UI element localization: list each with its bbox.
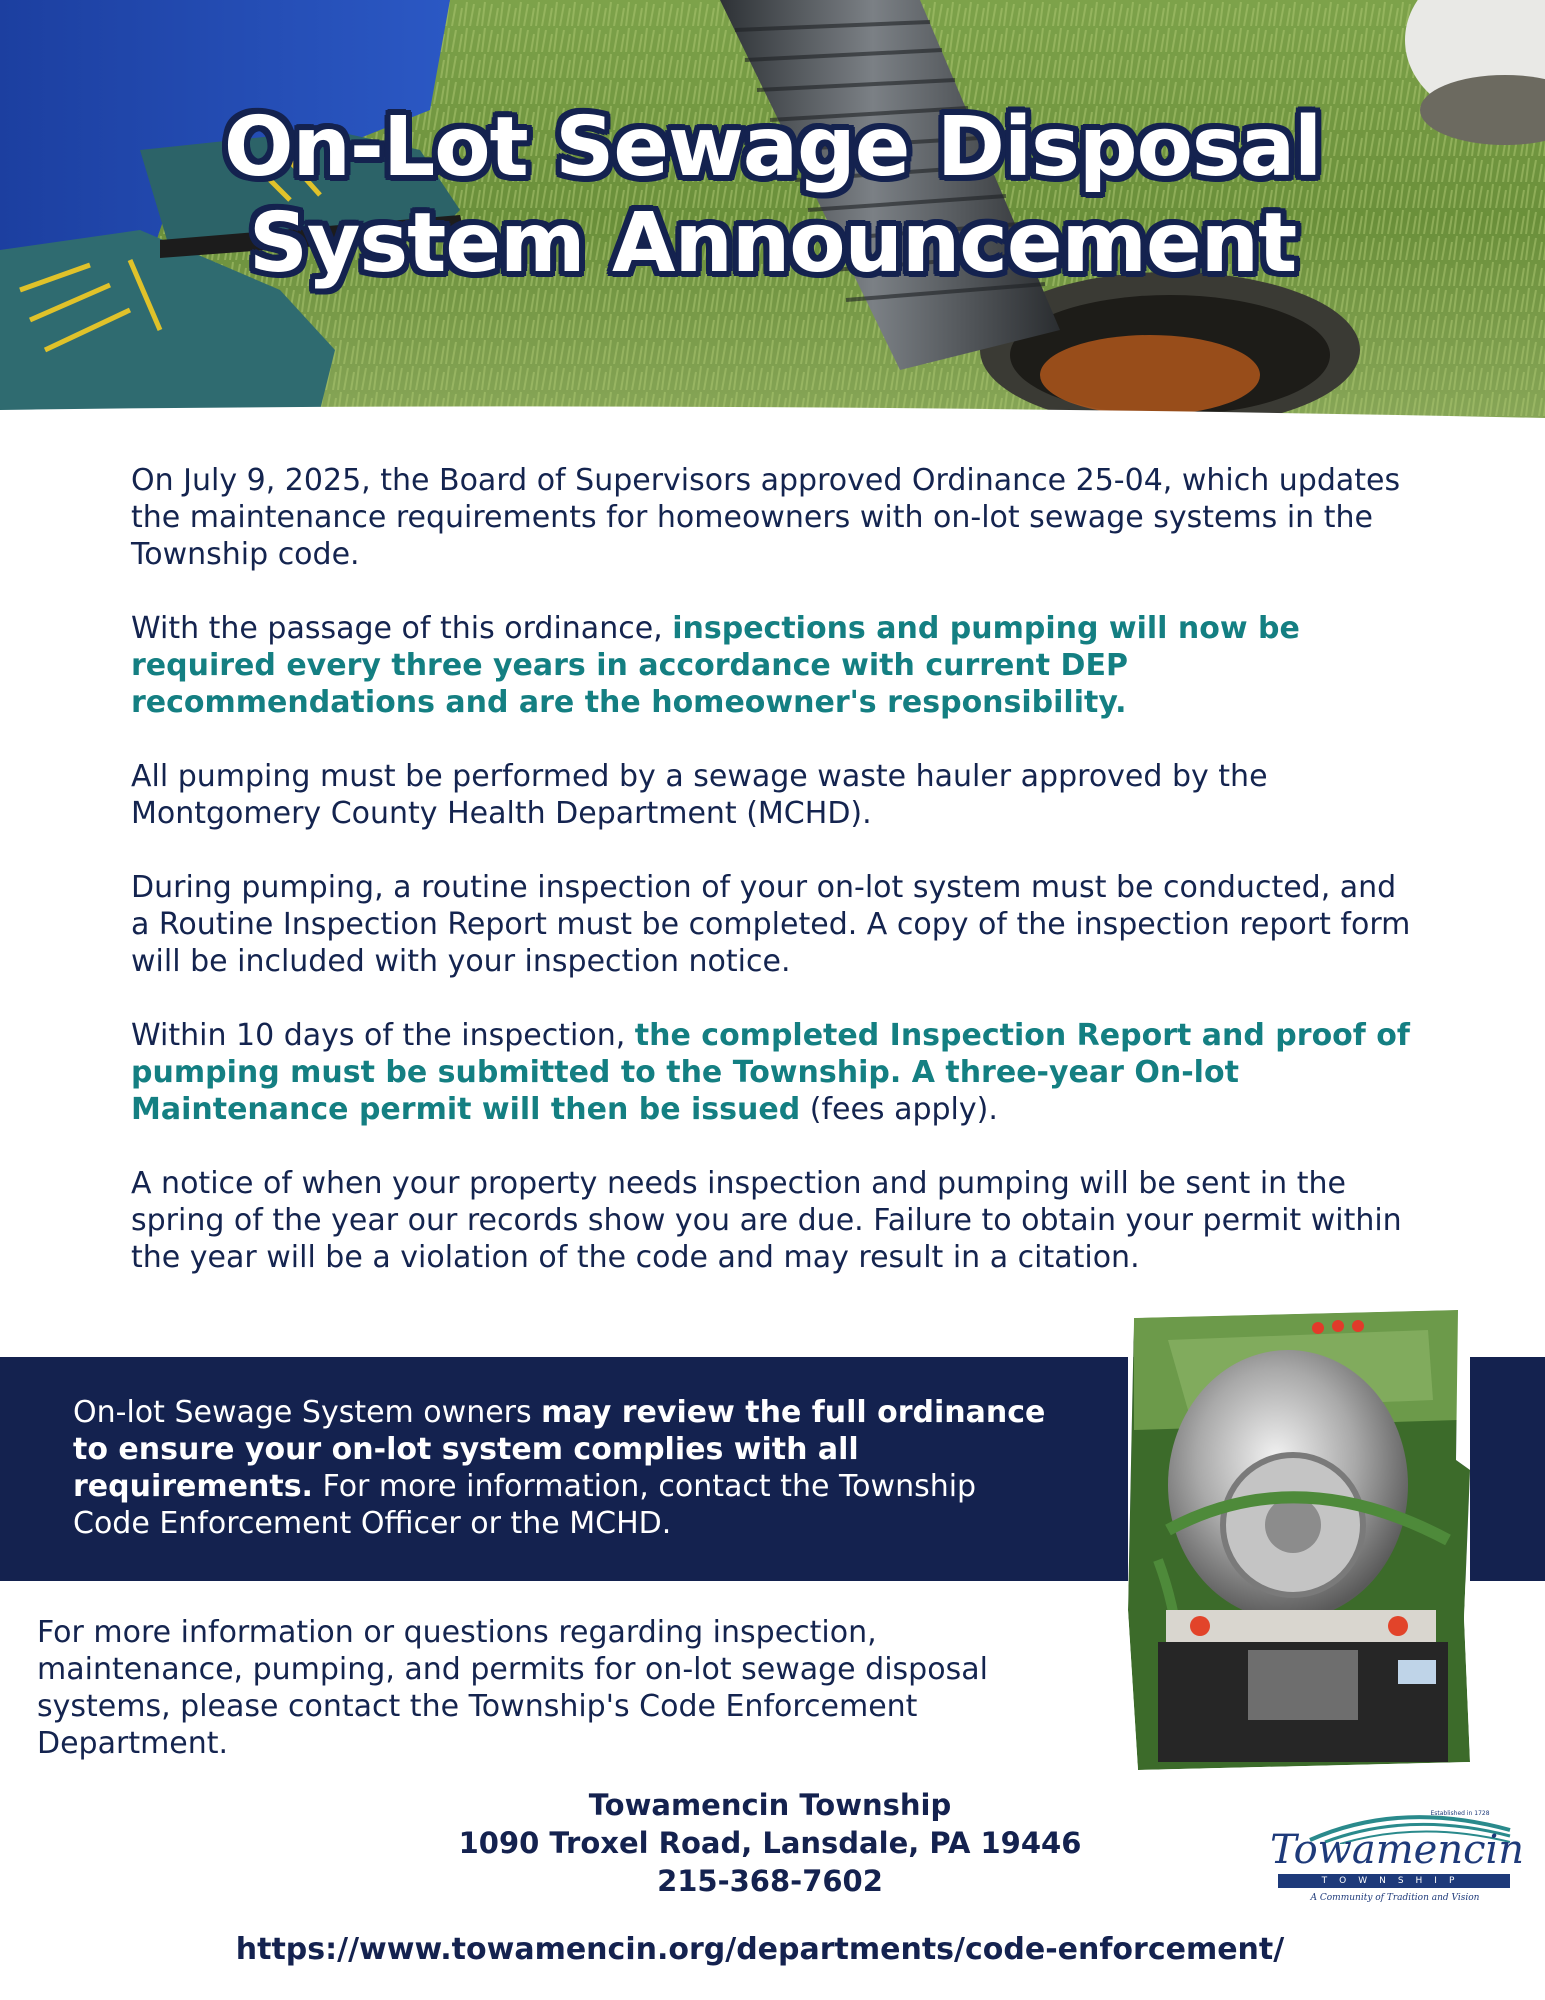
logo-tagline: A Community of Tradition and Vision [1310, 1893, 1480, 1903]
paragraph-inspection: During pumping, a routine inspection of your on-lot system must be conducted, and a Routine Inspection Report must be completed. A copy of the inspection report form will be included with your inspection notice. [131, 870, 1411, 979]
submission-tail: (fees apply). [800, 1092, 998, 1127]
logo-established: Established in 1728 [1430, 1810, 1490, 1817]
band-tail: For more information, contact the Township Code Enforcement Officer or the MCHD. [73, 1469, 977, 1541]
hero-banner [0, 0, 1545, 440]
info-band-text [73, 1394, 1053, 1542]
truck-photo [1128, 1310, 1470, 1770]
phone-number[interactable]: 215-368-7602 [657, 1864, 883, 1898]
paragraph-ordinance: On July 9, 2025, the Board of Supervisors approved Ordinance 25-04, which updates the maintenance requirements for homeowners with on-lot sewage systems in the Township code. [131, 463, 1401, 572]
contact-paragraph: For more information or questions regarding inspection, maintenance, pumping, and permits for on-lot sewage disposal systems, please contact the Township's Code Enforcement Department. [37, 1615, 988, 1761]
title-line-2: System Announcement [248, 196, 1297, 291]
code-enforcement-link[interactable]: https://www.towamencin.org/departments/code-enforcement/ [235, 1932, 1285, 1967]
street-address: 1090 Troxel Road, Lansdale, PA 19446 [458, 1826, 1082, 1860]
address-block [380, 1786, 1160, 1900]
requirement-highlight: inspections and pumping will now be required every three years in accordance with current DEP recommendations and are the homeowner's responsibility. [131, 611, 1300, 720]
org-name: Towamencin Township [588, 1788, 952, 1822]
title-line-1: On-Lot Sewage Disposal [223, 100, 1322, 195]
band-bold: may review the full ordinance to ensure your on-lot system complies with all requirements. [73, 1395, 1046, 1504]
requirement-lead: With the passage of this ordinance, [131, 611, 673, 646]
paragraph-hauler: All pumping must be performed by a sewage waste hauler approved by the Montgomery County Health Department (MCHD). [131, 759, 1268, 831]
announcement-body [131, 462, 1421, 1313]
township-logo [1270, 1804, 1525, 1914]
logo-subtitle: TOWNSHIP [1278, 1874, 1510, 1888]
paragraph-requirement [131, 610, 1421, 721]
band-lead: On-lot Sewage System owners [73, 1395, 542, 1430]
page-title [0, 100, 1545, 292]
paragraph-submission [131, 1017, 1421, 1128]
paragraph-notice: A notice of when your property needs inspection and pumping will be sent in the spring of the year our records show you are due. Failure to obtain your permit within the year will be a violation of the code and may result in a citation. [131, 1166, 1402, 1275]
submission-highlight: the completed Inspection Report and proof of pumping must be submitted to the Township. A three-year On-lot Maintenance permit will then be issued [131, 1018, 1410, 1127]
submission-lead: Within 10 days of the inspection, [131, 1018, 635, 1053]
logo-name: Towamencin [1270, 1827, 1525, 1873]
